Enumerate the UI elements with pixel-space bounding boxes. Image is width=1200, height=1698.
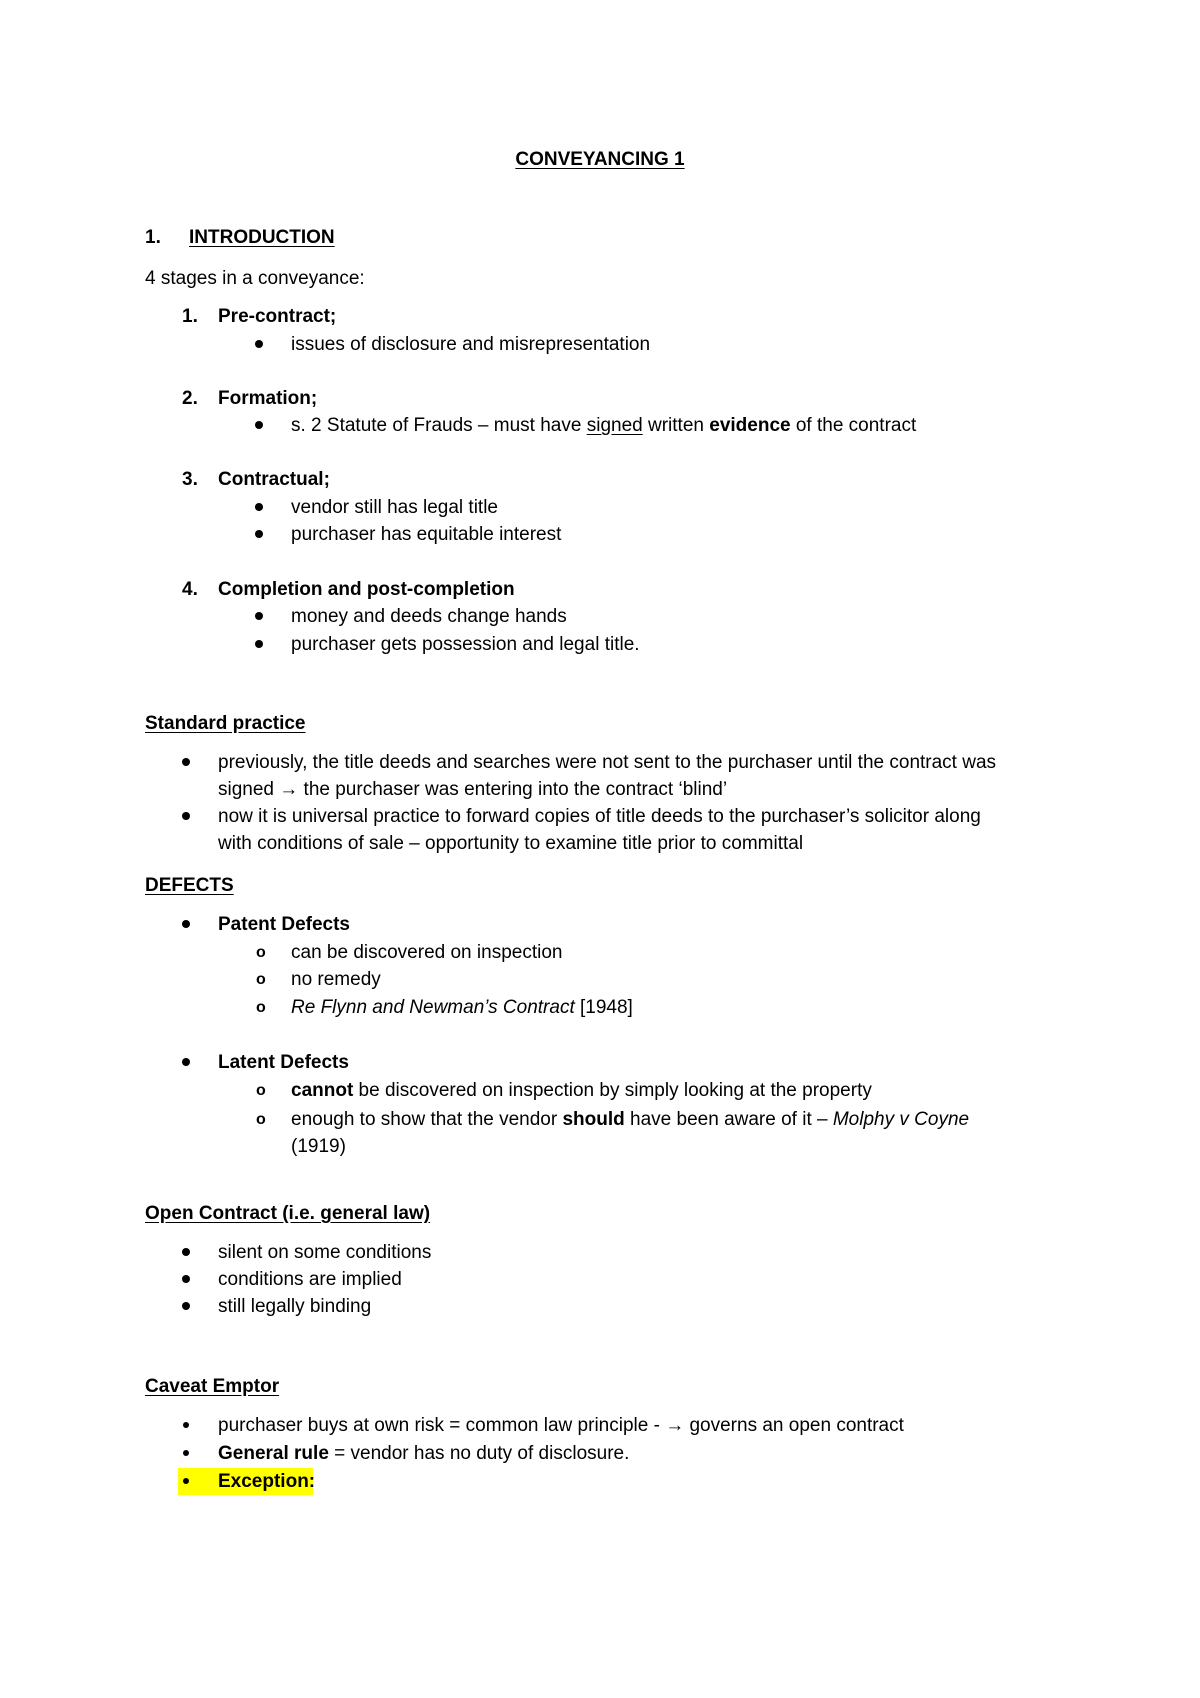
- bullet-icon: [255, 503, 263, 511]
- text-span: = vendor has no duty of disclosure.: [328, 1443, 630, 1464]
- text-span: cannot: [291, 1080, 354, 1101]
- section-heading: INTRODUCTION: [189, 227, 335, 248]
- bullet-icon: [255, 612, 263, 620]
- circle-bullet-icon: o: [256, 944, 266, 961]
- stage-bullet: purchaser has equitable interest: [291, 524, 562, 545]
- text-span: written: [642, 415, 710, 436]
- stage-label: Contractual;: [218, 469, 330, 490]
- practice-bullet-line: with conditions of sale – opportunity to examine title prior to committal: [218, 833, 804, 854]
- text-span: should: [562, 1109, 625, 1130]
- defect-item: can be discovered on inspection: [291, 942, 563, 963]
- stage-bullet: purchaser gets possession and legal title.: [291, 634, 640, 655]
- stage-label: Formation;: [218, 388, 318, 409]
- bullet-icon: [255, 340, 263, 348]
- caveat-emptor-heading: Caveat Emptor: [145, 1376, 280, 1397]
- latent-defects-label: Latent Defects: [218, 1052, 349, 1073]
- case-year: [1948]: [574, 997, 633, 1018]
- case-name: Molphy v Coyne: [832, 1109, 970, 1130]
- stage-number: 4.: [182, 579, 198, 600]
- bullet-icon: [182, 920, 190, 928]
- bullet-icon: [182, 1275, 190, 1283]
- bullet-icon: [255, 640, 263, 648]
- practice-bullet-line: signed → the purchaser was entering into the contract ‘blind’: [218, 779, 728, 800]
- bullet-icon: [183, 1450, 189, 1456]
- caveat-bullet: purchaser buys at own risk = common law principle - → governs an open contract: [218, 1415, 904, 1436]
- bullet-icon: [182, 1302, 190, 1310]
- case-name: Re Flynn and Newman’s Contract: [291, 997, 575, 1018]
- defect-item: [291, 1106, 969, 1134]
- bullet-icon: [183, 1422, 189, 1428]
- text-span: s. 2 Statute of Frauds – must have: [291, 415, 587, 436]
- text-span: of the contract: [790, 415, 917, 436]
- practice-bullet-line: previously, the title deeds and searches were not sent to the purchaser until the contract was: [218, 752, 997, 773]
- text-span: signed: [586, 415, 643, 436]
- text-span: have been aware of it –: [624, 1109, 833, 1130]
- circle-bullet-icon: o: [256, 1111, 266, 1128]
- bullet-icon: [255, 421, 263, 429]
- caveat-bullet: [218, 1440, 629, 1468]
- stage-bullet: vendor still has legal title: [291, 497, 498, 518]
- circle-bullet-icon: o: [256, 971, 266, 988]
- stage-bullet: issues of disclosure and misrepresentation: [291, 334, 651, 355]
- stage-label: Pre-contract;: [218, 306, 337, 327]
- text-span: evidence: [709, 415, 791, 436]
- page-title: CONVEYANCING 1: [515, 149, 685, 170]
- stage-label: Completion and post-completion: [218, 579, 515, 600]
- stage-bullet: [291, 412, 916, 440]
- stage-bullet: money and deeds change hands: [291, 606, 567, 627]
- open-contract-bullet: still legally binding: [218, 1296, 372, 1317]
- text-span: General rule: [218, 1443, 329, 1464]
- text-span: enough to show that the vendor: [291, 1109, 563, 1130]
- caveat-exception: Exception:: [218, 1471, 316, 1492]
- bullet-icon: [183, 1478, 189, 1484]
- defect-item: no remedy: [291, 969, 381, 990]
- circle-bullet-icon: o: [256, 1082, 266, 1099]
- bullet-icon: [182, 758, 190, 766]
- practice-bullet-line: now it is universal practice to forward copies of title deeds to the purchaser’s solicitor along: [218, 806, 981, 827]
- text-span: be discovered on inspection by simply looking at the property: [353, 1080, 872, 1101]
- stage-number: 1.: [182, 306, 198, 327]
- bullet-icon: [182, 1058, 190, 1066]
- defect-item: [291, 1077, 872, 1105]
- defect-item-cont: (1919): [291, 1136, 346, 1157]
- standard-practice-heading: Standard practice: [145, 713, 306, 734]
- patent-defects-label: Patent Defects: [218, 914, 350, 935]
- intro-line: 4 stages in a conveyance:: [145, 268, 365, 289]
- open-contract-heading: Open Contract (i.e. general law): [145, 1203, 431, 1224]
- stage-number: 3.: [182, 469, 198, 490]
- defect-case: [291, 994, 633, 1022]
- defects-heading: DEFECTS: [145, 875, 234, 896]
- circle-bullet-icon: o: [256, 999, 266, 1016]
- section-number: 1.: [145, 227, 161, 248]
- open-contract-bullet: conditions are implied: [218, 1269, 402, 1290]
- stage-number: 2.: [182, 388, 198, 409]
- open-contract-bullet: silent on some conditions: [218, 1242, 432, 1263]
- bullet-icon: [255, 530, 263, 538]
- bullet-icon: [182, 1248, 190, 1256]
- bullet-icon: [182, 812, 190, 820]
